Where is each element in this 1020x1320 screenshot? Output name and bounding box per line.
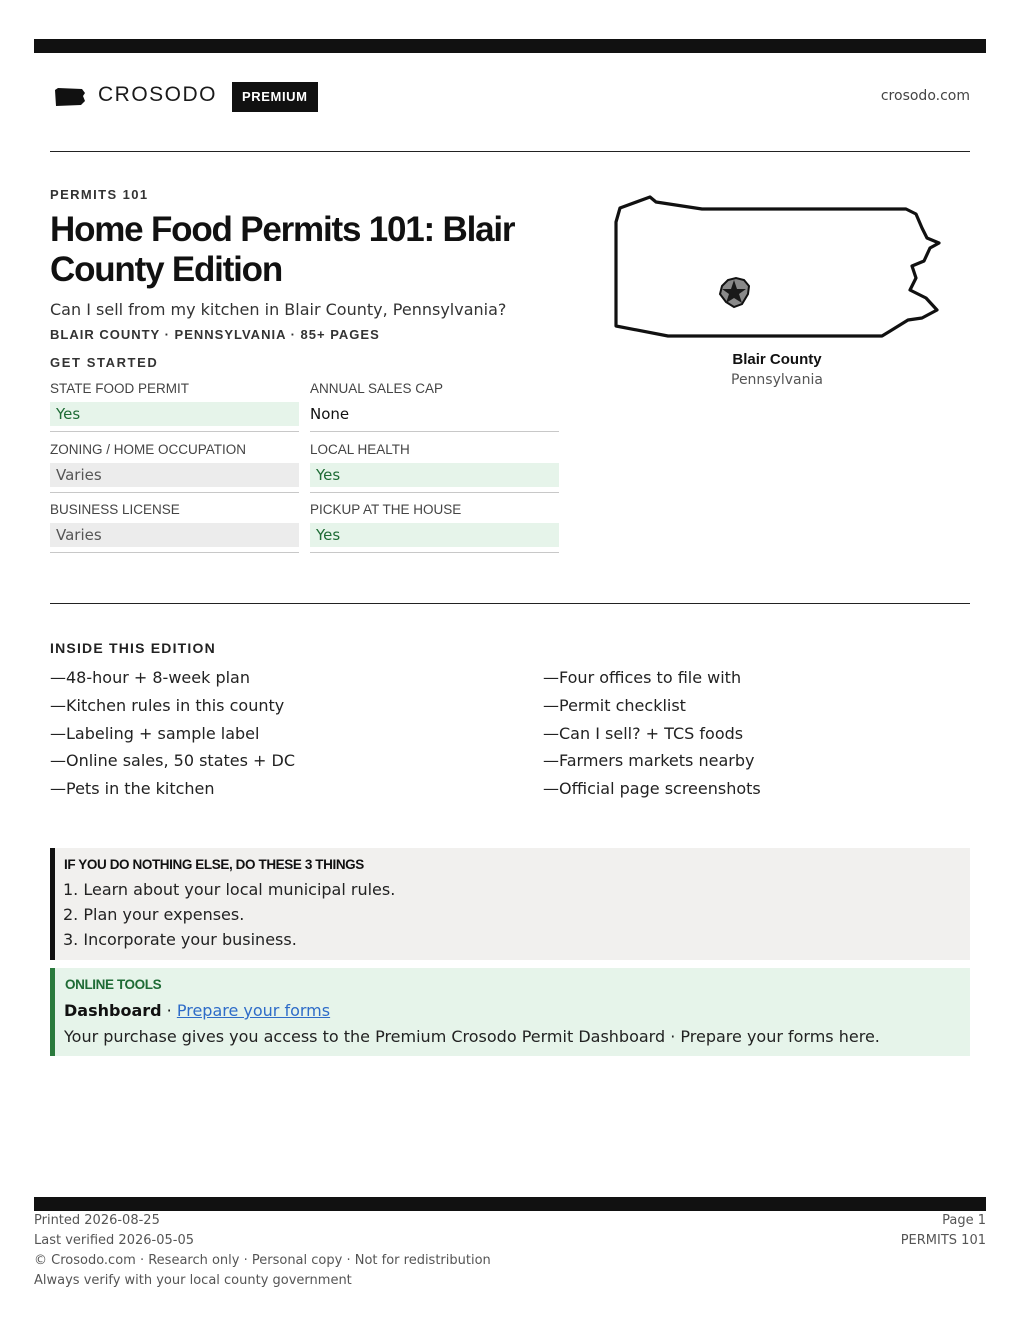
- fact-value: Yes: [310, 463, 559, 487]
- divider: [310, 492, 559, 493]
- footer-left: [34, 1213, 491, 1293]
- fact-value: Yes: [50, 402, 299, 426]
- three-things-callout: [50, 848, 970, 960]
- fact-value: Yes: [310, 523, 559, 547]
- callout-heading: IF YOU DO NOTHING ELSE, DO THESE 3 THINGS: [64, 857, 364, 872]
- header-divider: [50, 151, 970, 152]
- top-bar: [34, 39, 986, 53]
- fact-annual-sales-cap: [310, 381, 559, 436]
- fact-value: Varies: [50, 463, 299, 487]
- toc-left-column: [50, 667, 295, 806]
- footer-bar: [34, 1197, 986, 1211]
- fact-state-food-permit: [50, 381, 299, 436]
- page-subtitle: Can I sell from my kitchen in Blair County, Pennsylvania?: [50, 300, 507, 319]
- divider: [310, 552, 559, 553]
- fact-zoning: [50, 442, 299, 497]
- fact-business-license: [50, 502, 299, 557]
- toc-right-column: [543, 667, 761, 806]
- fact-value: None: [310, 405, 350, 423]
- pennsylvania-outline-map: [612, 194, 944, 342]
- fact-pickup-at-house: [310, 502, 559, 557]
- fact-label: ZONING / HOME OCCUPATION: [50, 442, 247, 457]
- county-name: Blair County: [732, 351, 822, 368]
- footer-section: PERMITS 101: [900, 1233, 986, 1248]
- section-eyebrow: PERMITS 101: [50, 187, 149, 202]
- callout-item: 3. Incorporate your business.: [63, 930, 297, 949]
- get-started-heading: GET STARTED: [50, 355, 159, 370]
- toc-item: —Labeling + sample label: [50, 723, 260, 743]
- tools-heading: ONLINE TOOLS: [65, 977, 162, 992]
- verified-date: Last verified 2026-05-05: [34, 1233, 194, 1248]
- footer-right: [901, 1213, 986, 1253]
- fact-label: STATE FOOD PERMIT: [50, 381, 190, 396]
- tools-description: Your purchase gives you access to the Premium Crosodo Permit Dashboard · Prepare your forms here.: [64, 1027, 880, 1046]
- verify-advice: Always verify with your local county government: [34, 1273, 352, 1288]
- fact-label: PICKUP AT THE HOUSE: [310, 502, 462, 517]
- online-tools-panel: [50, 968, 970, 1056]
- pennsylvania-shape-icon: [54, 86, 86, 108]
- prepare-forms-link[interactable]: Prepare your forms: [176, 1001, 331, 1020]
- fact-local-health: [310, 442, 559, 497]
- inside-edition-heading: INSIDE THIS EDITION: [50, 640, 216, 656]
- toc-item: —Kitchen rules in this county: [50, 695, 285, 715]
- fact-label: BUSINESS LICENSE: [50, 502, 180, 517]
- premium-badge: PREMIUM: [232, 82, 318, 112]
- toc-item: —Permit checklist: [543, 695, 686, 715]
- tools-links-line: [64, 1001, 330, 1020]
- divider: [50, 552, 299, 553]
- section-divider: [50, 603, 970, 604]
- toc-item: —Four offices to file with: [543, 668, 742, 687]
- dashboard-label: Dashboard: [64, 1001, 162, 1020]
- toc-item: —Farmers markets nearby: [543, 751, 755, 771]
- county-state: Pennsylvania: [731, 372, 823, 388]
- page-title: Home Food Permits 101: Blair County Edition: [50, 210, 515, 289]
- toc-item: —Online sales, 50 states + DC: [50, 751, 296, 771]
- toc-item: —Official page screenshots: [543, 779, 761, 799]
- divider: [50, 492, 299, 493]
- page-number: Page 1: [942, 1213, 986, 1228]
- toc-item: —Can I sell? + TCS foods: [543, 723, 744, 743]
- fact-label: LOCAL HEALTH: [310, 442, 410, 457]
- separator: ·: [161, 1001, 177, 1020]
- callout-item: 1. Learn about your local municipal rules.: [63, 880, 396, 899]
- fact-label: ANNUAL SALES CAP: [310, 381, 444, 396]
- divider: [50, 431, 299, 432]
- fact-value: Varies: [50, 523, 299, 547]
- divider: [310, 431, 559, 432]
- toc-item: —Pets in the kitchen: [50, 779, 215, 799]
- printed-date: Printed 2026-08-25: [34, 1213, 160, 1228]
- header: [50, 82, 970, 114]
- copyright: © Crosodo.com · Research only · Personal copy · Not for redistribution: [34, 1253, 491, 1268]
- toc-item: —48-hour + 8-week plan: [50, 668, 250, 687]
- edition-meta: BLAIR COUNTY · PENNSYLVANIA · 85+ PAGES: [50, 327, 380, 342]
- brand-name[interactable]: CROSODO: [98, 83, 218, 106]
- callout-item: 2. Plan your expenses.: [63, 905, 245, 924]
- site-url[interactable]: crosodo.com: [880, 88, 970, 104]
